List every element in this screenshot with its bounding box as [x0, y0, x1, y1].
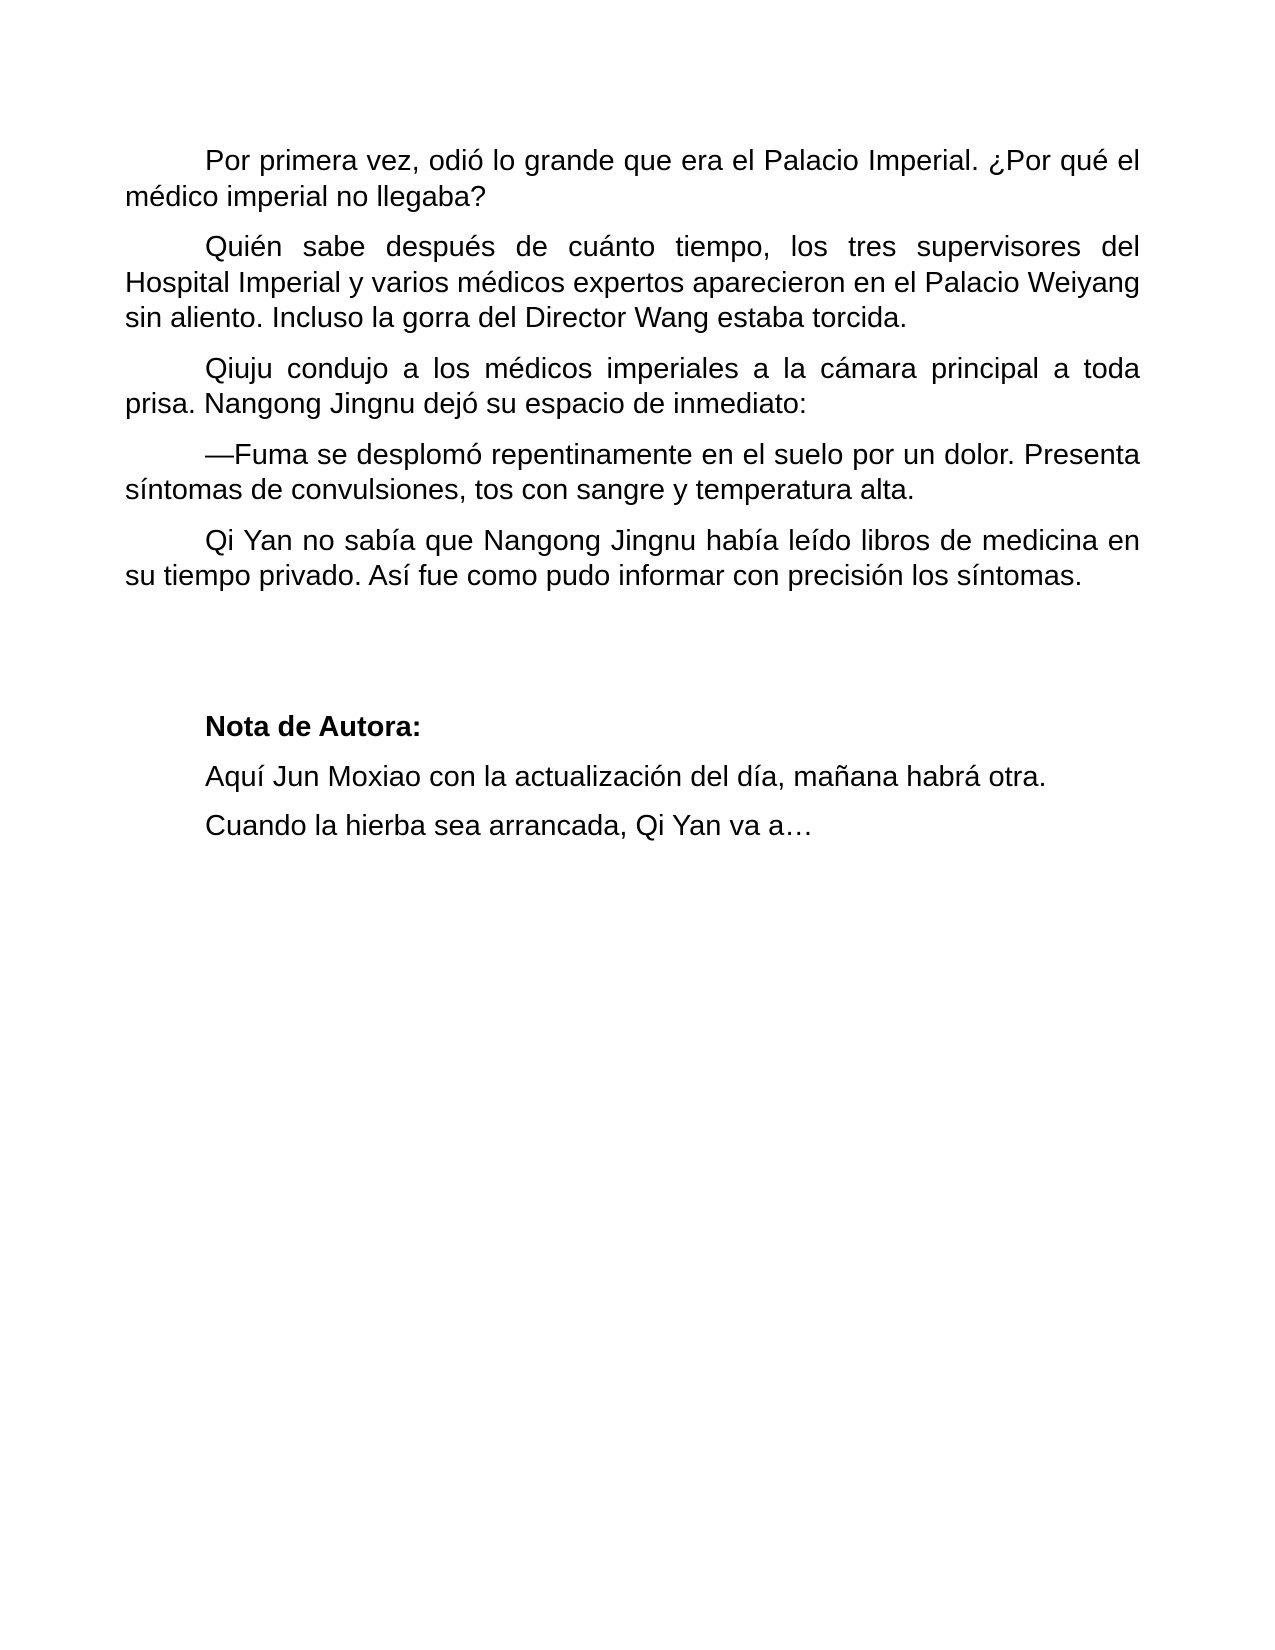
dialogue-paragraph: —Fuma se desplomó repentinamente en el suelo por un dolor. Presenta síntomas de convulsiones, tos con sangre y temperatura alta.	[125, 438, 1140, 506]
paragraph: Qiuju condujo a los médicos imperiales a la cámara principal a toda prisa. Nangong Jingnu dejó su espacio de inmediato:	[125, 352, 1140, 420]
author-note-line: Cuando la hierba sea arrancada, Qi Yan va a…	[205, 810, 814, 842]
paragraph: Por primera vez, odió lo grande que era el Palacio Imperial. ¿Por qué el médico imperial no llegaba?	[125, 145, 1140, 213]
author-note-heading: Nota de Autora:	[205, 711, 422, 743]
story-body	[125, 144, 1140, 610]
author-note-line: Aquí Jun Moxiao con la actualización del día, mañana habrá otra.	[205, 760, 1047, 793]
paragraph: Qi Yan no sabía que Nangong Jingnu había leído libros de medicina en su tiempo privado. Así fue como pudo informar con precisión los síntomas.	[125, 524, 1140, 592]
author-note	[205, 710, 1140, 859]
paragraph: Quién sabe después de cuánto tiempo, los tres supervisores del Hospital Imperial y varios médicos expertos aparecieron en el Palacio Weiyang sin aliento. Incluso la gorra del Director Wang estaba torcida.	[125, 231, 1140, 334]
